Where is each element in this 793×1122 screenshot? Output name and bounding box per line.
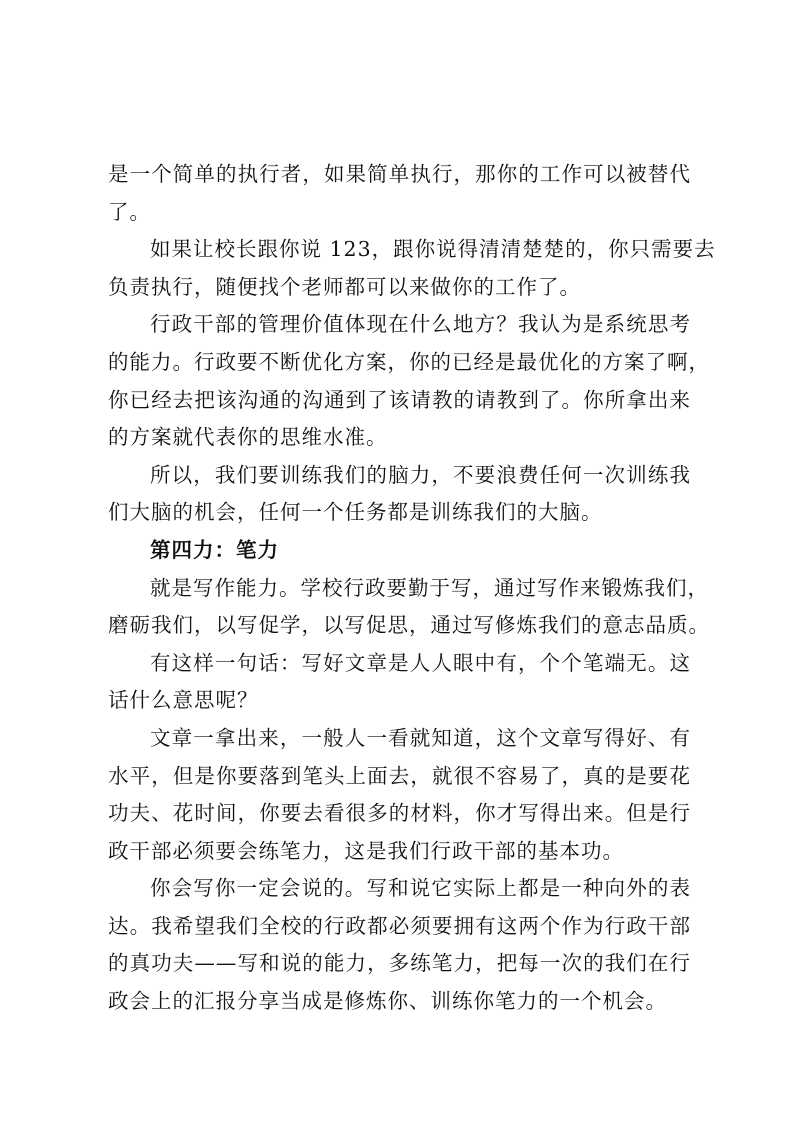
text-line: 就是写作能力。学校行政要勤于写，通过写作来锻炼我们， [150,575,709,600]
paragraph [108,570,710,645]
paragraph [108,720,691,870]
text-line: 的方案就代表你的思维水准。 [108,425,388,450]
section-heading [108,532,691,570]
text-line: 的真功夫——写和说的能力，多练笔力，把每一次的我们在行 [108,951,691,976]
text-line: 文章一拿出来，一般人一看就知道，这个文章写得好、有 [150,725,691,750]
paragraph [108,156,691,231]
paragraph [108,231,716,306]
paragraph [108,645,691,720]
text-line: 磨砺我们，以写促学，以写促思，通过写修炼我们的意志品质。 [108,613,710,638]
heading-text: 第四力：笔力 [150,537,279,562]
text-line: 你已经去把该沟通的沟通到了该请教的请教到了。你所拿出来 [108,387,691,412]
text-line: 的能力。行政要不断优化方案，你的已经是最优化的方案了啊， [108,349,710,374]
text-line: 负责执行，随便找个老师都可以来做你的工作了。 [108,274,581,299]
text-line: 政会上的汇报分享当成是修炼你、训练你笔力的一个机会。 [108,989,667,1014]
text-line: 了。 [108,199,151,224]
text-line: 话什么意思呢？ [108,688,259,713]
text-line: 水平，但是你要落到笔头上面去，就很不容易了，真的是要花 [108,763,691,788]
text-line: 行政干部的管理价值体现在什么地方？我认为是系统思考 [150,312,691,337]
text-line: 所以，我们要训练我们的脑力，不要浪费任何一次训练我 [150,462,691,487]
paragraph [108,870,691,1020]
text-line: 政干部必须要会练笔力，这是我们行政干部的基本功。 [108,838,624,863]
text-line: 功夫、花时间，你要去看很多的材料，你才写得出来。但是行 [108,801,691,826]
text-line: 如果让校长跟你说 123，跟你说得清清楚楚的，你只需要去 [150,237,716,262]
paragraph [108,457,691,532]
text-line: 有这样一句话：写好文章是人人眼中有，个个笔端无。这 [150,650,691,675]
text-line: 你会写你一定会说的。写和说它实际上都是一种向外的表 [150,876,691,901]
text-line: 达。我希望我们全校的行政都必须要拥有这两个作为行政干部 [108,913,691,938]
document-body [108,156,716,1021]
paragraph [108,306,710,456]
text-line: 是一个简单的执行者，如果简单执行，那你的工作可以被替代 [108,162,691,186]
text-line: 们大脑的机会，任何一个任务都是训练我们的大脑。 [108,500,603,525]
